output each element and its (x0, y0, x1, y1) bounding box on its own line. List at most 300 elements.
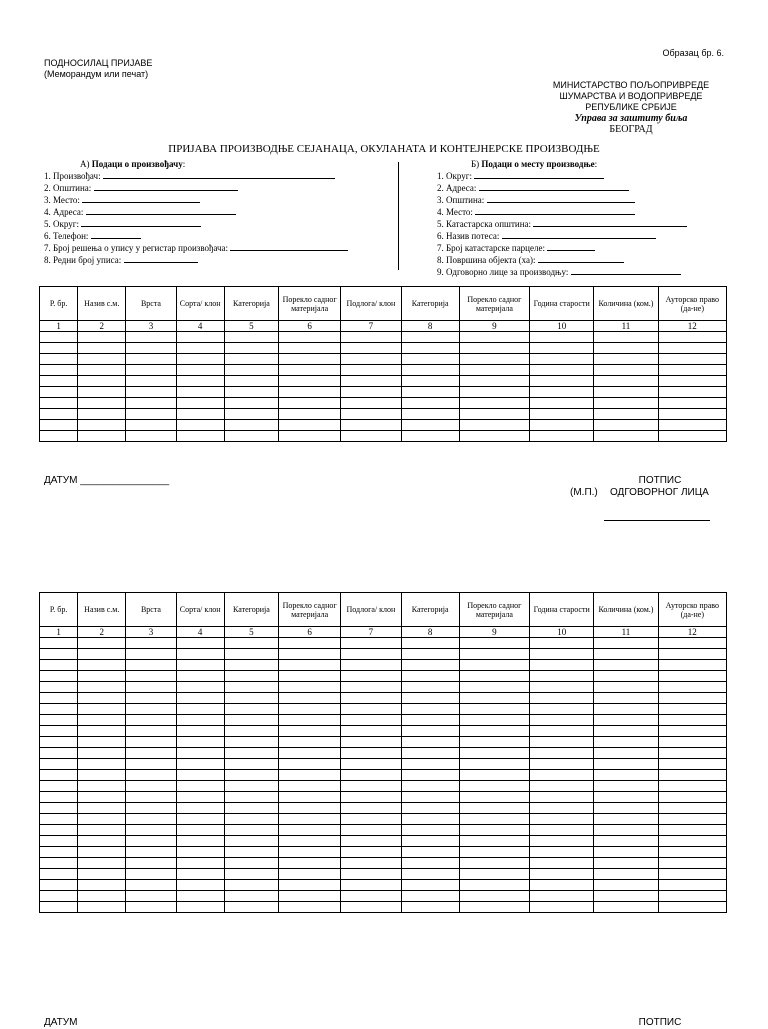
table-cell[interactable] (40, 354, 78, 365)
table-cell[interactable] (658, 803, 726, 814)
table-cell[interactable] (459, 880, 529, 891)
table-cell[interactable] (176, 332, 224, 343)
table-cell[interactable] (279, 792, 341, 803)
table-cell[interactable] (401, 343, 459, 354)
table-cell[interactable] (40, 803, 78, 814)
table-cell[interactable] (279, 726, 341, 737)
table-cell[interactable] (126, 376, 176, 387)
table-cell[interactable] (40, 409, 78, 420)
table-cell[interactable] (401, 748, 459, 759)
table-cell[interactable] (224, 792, 278, 803)
table-cell[interactable] (78, 420, 126, 431)
table-cell[interactable] (530, 365, 594, 376)
table-cell[interactable] (78, 409, 126, 420)
table-cell[interactable] (40, 431, 78, 442)
input-line[interactable] (487, 194, 635, 203)
table-cell[interactable] (459, 431, 529, 442)
table-cell[interactable] (176, 869, 224, 880)
table-cell[interactable] (594, 748, 658, 759)
table-cell[interactable] (459, 704, 529, 715)
table-cell[interactable] (176, 376, 224, 387)
table-cell[interactable] (126, 781, 176, 792)
table-cell[interactable] (40, 891, 78, 902)
table-cell[interactable] (176, 398, 224, 409)
table-cell[interactable] (40, 792, 78, 803)
table-cell[interactable] (279, 836, 341, 847)
table-cell[interactable] (126, 638, 176, 649)
table-cell[interactable] (658, 376, 726, 387)
table-cell[interactable] (224, 737, 278, 748)
table-cell[interactable] (224, 660, 278, 671)
table-cell[interactable] (279, 737, 341, 748)
table-cell[interactable] (279, 387, 341, 398)
table-cell[interactable] (401, 759, 459, 770)
table-cell[interactable] (401, 682, 459, 693)
table-cell[interactable] (530, 431, 594, 442)
table-cell[interactable] (401, 431, 459, 442)
table-cell[interactable] (401, 770, 459, 781)
table-cell[interactable] (658, 409, 726, 420)
table-cell[interactable] (658, 902, 726, 913)
table-cell[interactable] (530, 693, 594, 704)
table-cell[interactable] (126, 682, 176, 693)
table-cell[interactable] (78, 803, 126, 814)
table-cell[interactable] (459, 858, 529, 869)
table-cell[interactable] (78, 770, 126, 781)
table-cell[interactable] (459, 869, 529, 880)
table-cell[interactable] (459, 671, 529, 682)
table-cell[interactable] (126, 858, 176, 869)
table-cell[interactable] (126, 759, 176, 770)
table-cell[interactable] (279, 671, 341, 682)
table-cell[interactable] (279, 704, 341, 715)
table-cell[interactable] (341, 726, 401, 737)
table-cell[interactable] (126, 770, 176, 781)
table-cell[interactable] (459, 814, 529, 825)
table-cell[interactable] (279, 748, 341, 759)
table-cell[interactable] (78, 869, 126, 880)
table-cell[interactable] (530, 902, 594, 913)
table-cell[interactable] (279, 332, 341, 343)
table-cell[interactable] (341, 693, 401, 704)
table-cell[interactable] (459, 902, 529, 913)
table-cell[interactable] (341, 354, 401, 365)
table-cell[interactable] (459, 682, 529, 693)
input-line[interactable] (475, 206, 635, 215)
table-cell[interactable] (126, 715, 176, 726)
table-cell[interactable] (530, 682, 594, 693)
table-cell[interactable] (658, 759, 726, 770)
table-cell[interactable] (401, 902, 459, 913)
input-line[interactable] (571, 266, 681, 275)
table-cell[interactable] (401, 420, 459, 431)
table-cell[interactable] (40, 759, 78, 770)
table-cell[interactable] (594, 420, 658, 431)
table-cell[interactable] (594, 431, 658, 442)
table-cell[interactable] (594, 902, 658, 913)
table-cell[interactable] (401, 365, 459, 376)
table-cell[interactable] (658, 814, 726, 825)
table-cell[interactable] (279, 638, 341, 649)
table-cell[interactable] (401, 726, 459, 737)
table-cell[interactable] (401, 332, 459, 343)
table-cell[interactable] (126, 420, 176, 431)
table-cell[interactable] (176, 387, 224, 398)
table-cell[interactable] (658, 671, 726, 682)
table-cell[interactable] (126, 671, 176, 682)
table-cell[interactable] (341, 825, 401, 836)
table-cell[interactable] (341, 431, 401, 442)
table-cell[interactable] (658, 365, 726, 376)
table-cell[interactable] (530, 376, 594, 387)
table-cell[interactable] (176, 409, 224, 420)
table-cell[interactable] (530, 715, 594, 726)
table-cell[interactable] (530, 759, 594, 770)
table-cell[interactable] (279, 365, 341, 376)
table-cell[interactable] (658, 431, 726, 442)
table-cell[interactable] (224, 354, 278, 365)
table-cell[interactable] (594, 770, 658, 781)
table-cell[interactable] (126, 354, 176, 365)
table-cell[interactable] (40, 770, 78, 781)
table-cell[interactable] (341, 770, 401, 781)
table-cell[interactable] (401, 825, 459, 836)
table-cell[interactable] (459, 693, 529, 704)
table-cell[interactable] (224, 398, 278, 409)
table-cell[interactable] (126, 880, 176, 891)
table-cell[interactable] (459, 781, 529, 792)
table-cell[interactable] (40, 376, 78, 387)
table-cell[interactable] (401, 354, 459, 365)
table-cell[interactable] (530, 847, 594, 858)
table-cell[interactable] (78, 704, 126, 715)
table-cell[interactable] (126, 726, 176, 737)
table-cell[interactable] (530, 814, 594, 825)
table-cell[interactable] (594, 792, 658, 803)
table-cell[interactable] (459, 770, 529, 781)
table-cell[interactable] (341, 737, 401, 748)
table-cell[interactable] (341, 343, 401, 354)
table-cell[interactable] (279, 759, 341, 770)
table-cell[interactable] (224, 715, 278, 726)
table-cell[interactable] (658, 420, 726, 431)
table-cell[interactable] (78, 825, 126, 836)
table-cell[interactable] (176, 737, 224, 748)
table-cell[interactable] (530, 420, 594, 431)
table-cell[interactable] (459, 847, 529, 858)
table-cell[interactable] (341, 869, 401, 880)
table-cell[interactable] (401, 660, 459, 671)
table-cell[interactable] (341, 880, 401, 891)
table-cell[interactable] (658, 638, 726, 649)
table-cell[interactable] (658, 847, 726, 858)
table-cell[interactable] (459, 891, 529, 902)
table-cell[interactable] (658, 748, 726, 759)
table-cell[interactable] (530, 638, 594, 649)
table-cell[interactable] (594, 332, 658, 343)
table-cell[interactable] (40, 836, 78, 847)
table-cell[interactable] (594, 387, 658, 398)
table-cell[interactable] (224, 759, 278, 770)
table-cell[interactable] (530, 332, 594, 343)
table-cell[interactable] (401, 387, 459, 398)
table-cell[interactable] (594, 354, 658, 365)
table-cell[interactable] (594, 409, 658, 420)
table-cell[interactable] (224, 376, 278, 387)
table-cell[interactable] (594, 847, 658, 858)
table-cell[interactable] (78, 431, 126, 442)
table-cell[interactable] (594, 398, 658, 409)
table-cell[interactable] (594, 825, 658, 836)
table-cell[interactable] (40, 869, 78, 880)
table-cell[interactable] (279, 409, 341, 420)
table-cell[interactable] (530, 649, 594, 660)
table-cell[interactable] (78, 836, 126, 847)
table-cell[interactable] (401, 409, 459, 420)
table-cell[interactable] (341, 836, 401, 847)
table-cell[interactable] (176, 693, 224, 704)
table-cell[interactable] (224, 649, 278, 660)
table-cell[interactable] (279, 781, 341, 792)
table-cell[interactable] (459, 365, 529, 376)
table-cell[interactable] (658, 737, 726, 748)
table-cell[interactable] (658, 781, 726, 792)
table-cell[interactable] (224, 748, 278, 759)
input-line[interactable] (538, 254, 624, 263)
table-cell[interactable] (459, 759, 529, 770)
table-cell[interactable] (176, 420, 224, 431)
table-cell[interactable] (40, 332, 78, 343)
table-cell[interactable] (78, 715, 126, 726)
table-cell[interactable] (78, 781, 126, 792)
table-cell[interactable] (126, 825, 176, 836)
table-cell[interactable] (176, 825, 224, 836)
table-cell[interactable] (459, 792, 529, 803)
table-cell[interactable] (224, 704, 278, 715)
table-cell[interactable] (594, 858, 658, 869)
table-cell[interactable] (594, 704, 658, 715)
table-cell[interactable] (126, 836, 176, 847)
table-cell[interactable] (176, 847, 224, 858)
table-cell[interactable] (341, 638, 401, 649)
table-cell[interactable] (459, 649, 529, 660)
table-cell[interactable] (658, 693, 726, 704)
table-cell[interactable] (126, 649, 176, 660)
table-cell[interactable] (176, 682, 224, 693)
table-cell[interactable] (658, 836, 726, 847)
table-cell[interactable] (176, 726, 224, 737)
table-cell[interactable] (279, 660, 341, 671)
table-cell[interactable] (530, 726, 594, 737)
table-cell[interactable] (176, 902, 224, 913)
input-line[interactable] (547, 242, 595, 251)
table-cell[interactable] (40, 649, 78, 660)
table-cell[interactable] (401, 638, 459, 649)
table-cell[interactable] (341, 332, 401, 343)
table-cell[interactable] (530, 671, 594, 682)
table-cell[interactable] (530, 781, 594, 792)
table-cell[interactable] (40, 387, 78, 398)
table-cell[interactable] (78, 671, 126, 682)
signature-line[interactable] (604, 520, 710, 521)
table-cell[interactable] (126, 332, 176, 343)
table-cell[interactable] (40, 343, 78, 354)
input-line[interactable] (103, 170, 335, 179)
table-cell[interactable] (279, 814, 341, 825)
table-cell[interactable] (224, 682, 278, 693)
table-cell[interactable] (401, 715, 459, 726)
table-cell[interactable] (40, 781, 78, 792)
table-cell[interactable] (594, 682, 658, 693)
table-cell[interactable] (224, 858, 278, 869)
table-cell[interactable] (224, 836, 278, 847)
table-cell[interactable] (224, 770, 278, 781)
table-cell[interactable] (401, 693, 459, 704)
table-cell[interactable] (341, 420, 401, 431)
table-cell[interactable] (341, 671, 401, 682)
table-cell[interactable] (341, 365, 401, 376)
table-cell[interactable] (279, 803, 341, 814)
table-cell[interactable] (401, 649, 459, 660)
table-cell[interactable] (78, 638, 126, 649)
table-cell[interactable] (126, 814, 176, 825)
table-cell[interactable] (459, 420, 529, 431)
table-cell[interactable] (78, 660, 126, 671)
table-cell[interactable] (126, 748, 176, 759)
table-cell[interactable] (658, 825, 726, 836)
table-cell[interactable] (459, 737, 529, 748)
table-cell[interactable] (78, 902, 126, 913)
table-cell[interactable] (341, 715, 401, 726)
table-cell[interactable] (176, 671, 224, 682)
table-cell[interactable] (78, 332, 126, 343)
table-cell[interactable] (459, 748, 529, 759)
table-cell[interactable] (126, 431, 176, 442)
table-cell[interactable] (658, 343, 726, 354)
table-cell[interactable] (224, 726, 278, 737)
table-cell[interactable] (279, 420, 341, 431)
table-cell[interactable] (224, 365, 278, 376)
table-cell[interactable] (279, 693, 341, 704)
table-cell[interactable] (40, 825, 78, 836)
table-cell[interactable] (341, 902, 401, 913)
table-cell[interactable] (224, 781, 278, 792)
table-cell[interactable] (279, 715, 341, 726)
table-cell[interactable] (224, 671, 278, 682)
table-cell[interactable] (78, 891, 126, 902)
table-cell[interactable] (126, 387, 176, 398)
table-cell[interactable] (279, 354, 341, 365)
table-cell[interactable] (78, 737, 126, 748)
table-cell[interactable] (78, 387, 126, 398)
table-cell[interactable] (459, 387, 529, 398)
table-cell[interactable] (530, 891, 594, 902)
table-cell[interactable] (78, 880, 126, 891)
table-cell[interactable] (224, 693, 278, 704)
table-cell[interactable] (40, 847, 78, 858)
input-line[interactable] (91, 230, 141, 239)
table-cell[interactable] (126, 792, 176, 803)
table-cell[interactable] (78, 398, 126, 409)
table-cell[interactable] (176, 770, 224, 781)
table-cell[interactable] (78, 726, 126, 737)
table-cell[interactable] (176, 660, 224, 671)
table-cell[interactable] (176, 354, 224, 365)
table-cell[interactable] (40, 398, 78, 409)
table-cell[interactable] (401, 376, 459, 387)
table-cell[interactable] (176, 858, 224, 869)
table-cell[interactable] (126, 737, 176, 748)
table-cell[interactable] (224, 825, 278, 836)
table-cell[interactable] (40, 737, 78, 748)
table-cell[interactable] (78, 814, 126, 825)
table-cell[interactable] (341, 792, 401, 803)
table-cell[interactable] (401, 858, 459, 869)
table-cell[interactable] (279, 770, 341, 781)
table-cell[interactable] (594, 660, 658, 671)
table-cell[interactable] (176, 781, 224, 792)
table-cell[interactable] (530, 880, 594, 891)
table-cell[interactable] (341, 398, 401, 409)
table-cell[interactable] (594, 671, 658, 682)
table-cell[interactable] (176, 891, 224, 902)
table-cell[interactable] (658, 880, 726, 891)
table-cell[interactable] (126, 847, 176, 858)
table-cell[interactable] (224, 387, 278, 398)
table-cell[interactable] (78, 376, 126, 387)
table-cell[interactable] (78, 847, 126, 858)
input-line[interactable] (474, 170, 604, 179)
table-cell[interactable] (401, 891, 459, 902)
table-cell[interactable] (78, 858, 126, 869)
table-cell[interactable] (530, 387, 594, 398)
table-cell[interactable] (78, 759, 126, 770)
table-cell[interactable] (40, 726, 78, 737)
table-cell[interactable] (658, 792, 726, 803)
table-cell[interactable] (658, 398, 726, 409)
table-cell[interactable] (224, 420, 278, 431)
table-cell[interactable] (459, 726, 529, 737)
table-cell[interactable] (594, 726, 658, 737)
table-cell[interactable] (126, 902, 176, 913)
table-cell[interactable] (224, 803, 278, 814)
table-cell[interactable] (176, 365, 224, 376)
table-cell[interactable] (279, 649, 341, 660)
input-line[interactable] (533, 218, 687, 227)
table-cell[interactable] (40, 902, 78, 913)
table-cell[interactable] (594, 365, 658, 376)
input-line[interactable] (479, 182, 629, 191)
table-cell[interactable] (594, 803, 658, 814)
table-cell[interactable] (530, 398, 594, 409)
table-cell[interactable] (459, 354, 529, 365)
table-cell[interactable] (176, 638, 224, 649)
table-cell[interactable] (40, 880, 78, 891)
table-cell[interactable] (78, 748, 126, 759)
table-cell[interactable] (40, 365, 78, 376)
table-cell[interactable] (224, 409, 278, 420)
table-cell[interactable] (658, 869, 726, 880)
table-cell[interactable] (594, 869, 658, 880)
table-cell[interactable] (126, 693, 176, 704)
table-cell[interactable] (530, 737, 594, 748)
table-cell[interactable] (341, 649, 401, 660)
table-cell[interactable] (341, 376, 401, 387)
table-cell[interactable] (78, 682, 126, 693)
table-cell[interactable] (594, 343, 658, 354)
table-cell[interactable] (401, 869, 459, 880)
input-line[interactable] (82, 194, 200, 203)
